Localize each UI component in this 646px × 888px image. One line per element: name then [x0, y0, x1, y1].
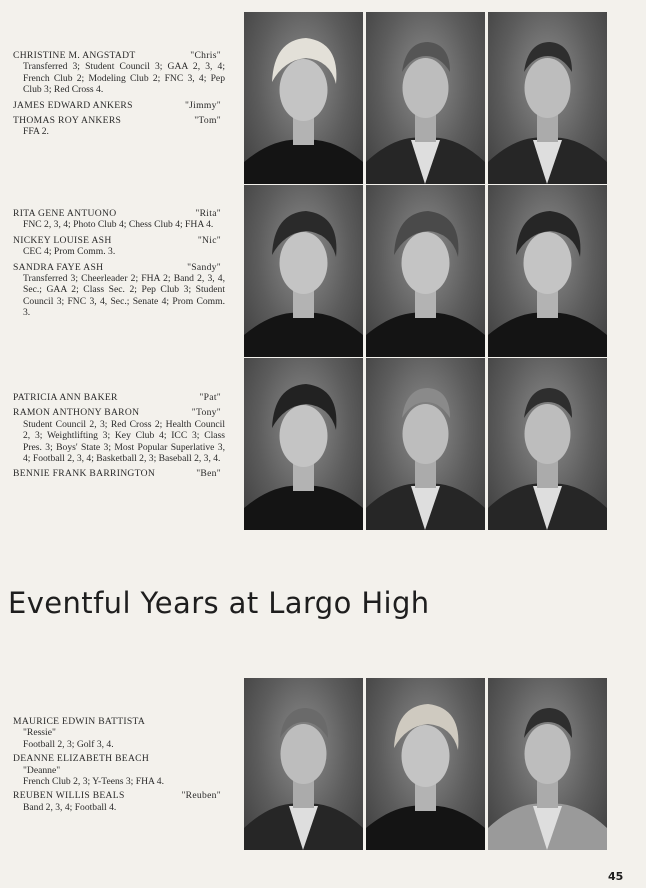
senior-entry: [13, 407, 225, 464]
senior-name: SANDRA FAYE ASH: [13, 261, 104, 273]
senior-block-4: [13, 716, 225, 817]
senior-entry: [13, 790, 225, 813]
senior-activities: Football 2, 3; Golf 3, 4.: [23, 738, 114, 750]
portrait-photo: [488, 358, 607, 530]
portrait-photo: [244, 678, 363, 850]
senior-name: BENNIE FRANK BARRINGTON: [13, 468, 156, 480]
senior-entry: [13, 392, 225, 403]
senior-entry: [13, 208, 225, 231]
portrait-row-3: [244, 358, 607, 530]
senior-nickname: "Sandy": [187, 261, 221, 273]
senior-entry: [13, 100, 225, 111]
portrait-photo: [488, 678, 607, 850]
senior-nickname: "Tom": [194, 115, 221, 127]
senior-nickname: "Ressie": [23, 727, 56, 739]
senior-entry: [13, 468, 225, 479]
portrait-photo: [366, 185, 485, 357]
senior-entry: [13, 50, 225, 96]
senior-activities: Band 2, 3, 4; Football 4.: [23, 801, 117, 813]
portrait-photo: [366, 358, 485, 530]
senior-activities: Student Council 2, 3; Red Cross 2; Health Council 2, 3; Weightlifting 3; Key Club 4; ICC 3; Class Pres. 3; Boys' State 3; Most Popular Superlative 3, 4; Football 2, 3, 4; Basketball 2, 3; Baseball 2, 3, 4.: [23, 418, 225, 465]
portrait-photo: [244, 358, 363, 530]
senior-activities: Transferred 3; Cheerleader 2; FHA 2; Band 2, 3, 4, Sec.; GAA 2; Class Sec. 2; Pep Club 3; Student Council 3; FNC 3, 4, Sec.; Senate 4; Prom Comm. 3.: [23, 273, 225, 319]
senior-activities: Transferred 3; Student Council 3; GAA 2, 3, 4; French Club 2; Modeling Club 2; FNC 3, 4; Pep Club 3; Red Cross 4.: [23, 61, 225, 96]
senior-block-2: [13, 208, 225, 323]
senior-entry: [13, 235, 225, 258]
senior-name: CHRISTINE M. ANGSTADT: [13, 50, 136, 61]
portrait-photo: [244, 185, 363, 357]
senior-name: PATRICIA ANN BAKER: [13, 392, 118, 403]
portrait-photo: [488, 185, 607, 357]
senior-nickname: "Nic": [197, 234, 221, 246]
portrait-photo: [488, 12, 607, 184]
portrait-row-1: [244, 12, 607, 184]
senior-entry: [13, 115, 225, 138]
senior-name: RAMON ANTHONY BARON: [13, 407, 140, 419]
page-number: 45: [608, 870, 624, 883]
senior-entry: [13, 753, 225, 787]
senior-nickname: "Pat": [199, 392, 221, 403]
senior-activities: FFA 2.: [23, 126, 49, 138]
senior-nickname: "Tony": [191, 407, 221, 419]
senior-name: NICKEY LOUISE ASH: [13, 234, 112, 246]
senior-nickname: "Rita": [195, 208, 221, 219]
senior-activities: CEC 4; Prom Comm. 3.: [23, 246, 116, 258]
senior-block-1: [13, 50, 225, 142]
senior-entry: [13, 262, 225, 319]
senior-name: DEANNE ELIZABETH BEACH: [13, 753, 150, 765]
portrait-photo: [366, 678, 485, 850]
senior-name: JAMES EDWARD ANKERS: [13, 99, 133, 111]
senior-nickname: "Deanne": [23, 764, 61, 776]
senior-name: MAURICE EDWIN BATTISTA: [13, 716, 146, 727]
senior-block-3: [13, 392, 225, 484]
senior-name: RITA GENE ANTUONO: [13, 208, 117, 219]
portrait-row-2: [244, 185, 607, 357]
senior-activities: French Club 2, 3; Y-Teens 3; FHA 4.: [23, 776, 165, 788]
senior-name: REUBEN WILLIS BEALS: [13, 790, 125, 802]
portrait-photo: [244, 12, 363, 184]
senior-nickname: "Ben": [196, 468, 221, 480]
senior-entry: [13, 716, 225, 750]
senior-nickname: "Reuben": [181, 790, 221, 802]
portrait-row-4: [244, 678, 607, 850]
senior-nickname: "Jimmy": [184, 99, 221, 111]
page-heading: Eventful Years at Largo High: [8, 586, 430, 620]
portrait-photo: [366, 12, 485, 184]
senior-nickname: "Chris": [190, 50, 221, 61]
senior-activities: FNC 2, 3, 4; Photo Club 4; Chess Club 4; FHA 4.: [23, 219, 214, 231]
senior-name: THOMAS ROY ANKERS: [13, 115, 122, 127]
